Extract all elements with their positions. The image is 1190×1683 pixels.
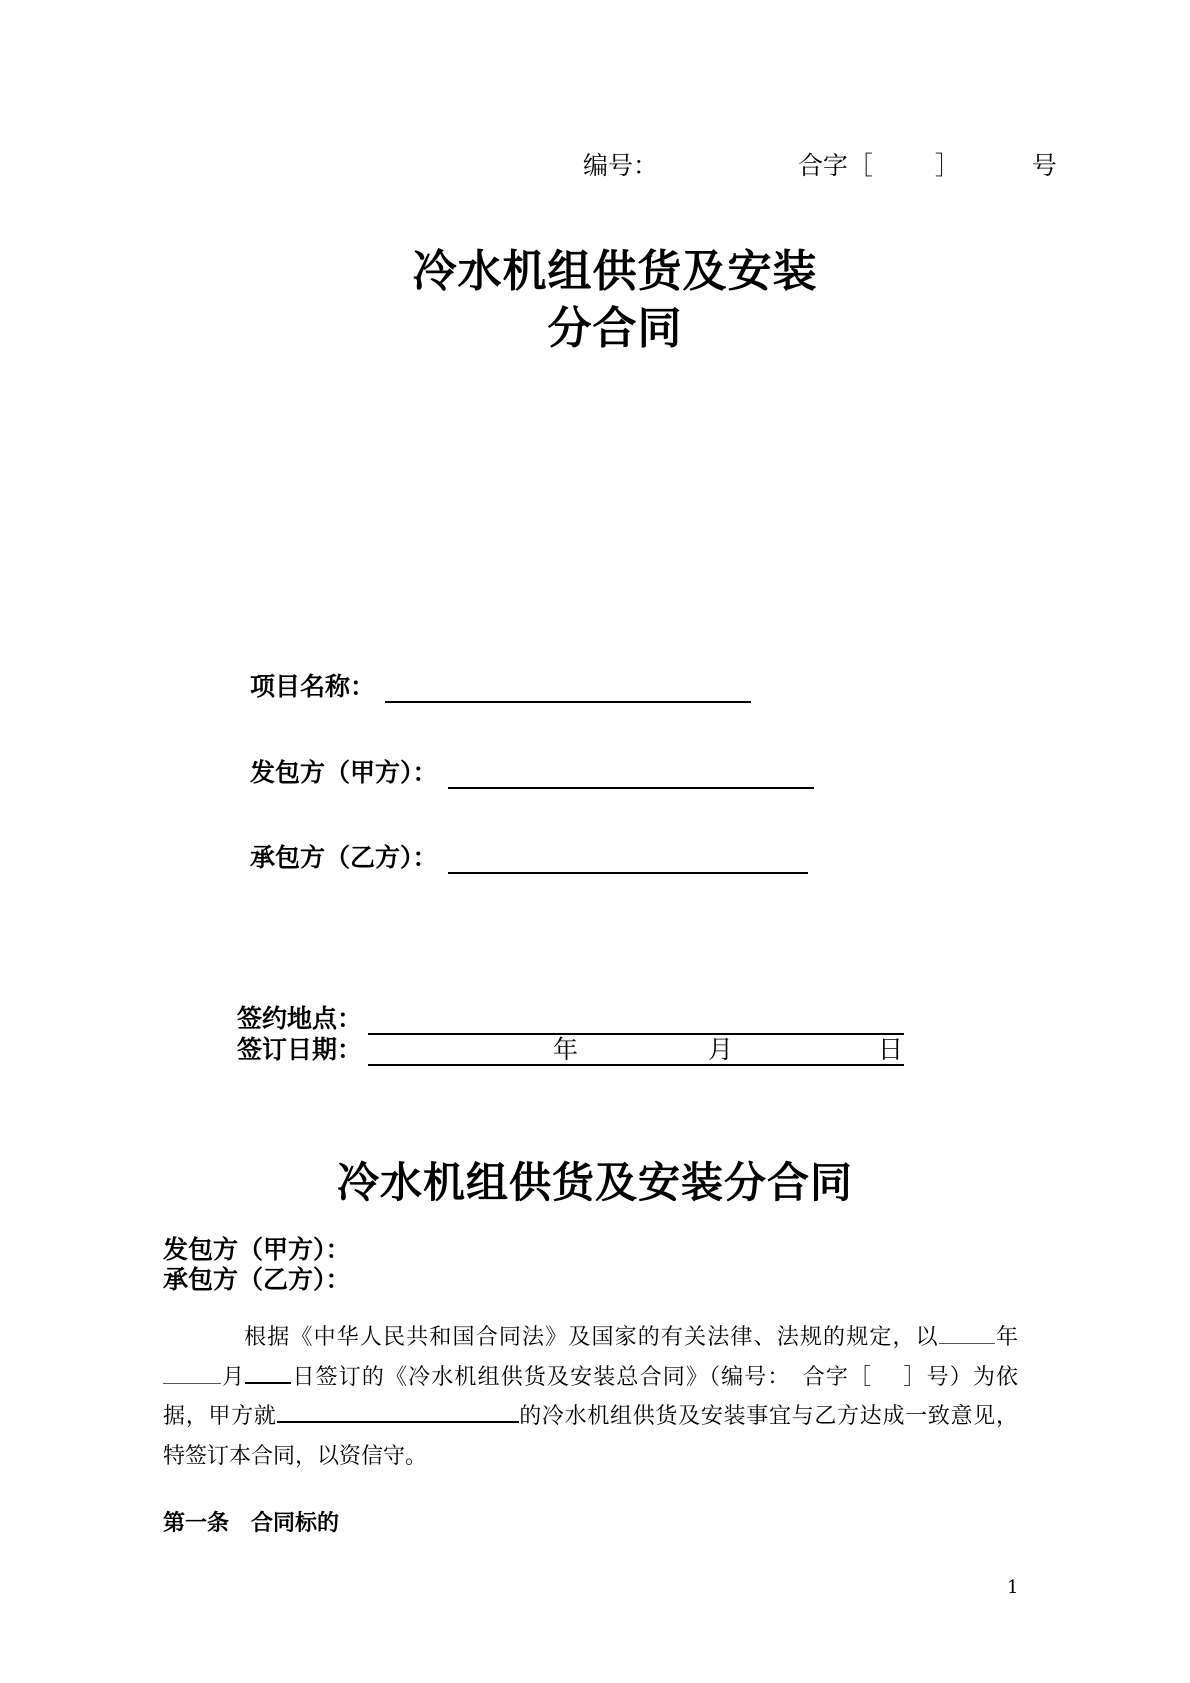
project-name-field	[250, 667, 751, 703]
serial-bracket-close: ］	[934, 151, 960, 180]
preamble-project-blank[interactable]	[277, 1403, 519, 1423]
date-month: 月	[708, 1035, 734, 1064]
serial-label: 编号：	[583, 151, 659, 180]
party-b-blank[interactable]	[448, 848, 808, 874]
preamble-year-blank-a[interactable]	[939, 1325, 995, 1344]
page-number: 1	[1007, 1577, 1019, 1598]
cover-title-line2: 分合同	[547, 303, 683, 354]
party-b-label: 承包方（乙方）：	[250, 843, 438, 872]
party-b-field	[250, 838, 808, 874]
project-name-blank[interactable]	[385, 677, 751, 703]
contract-title: 冷水机组供货及安装分合同	[336, 1158, 853, 1207]
article-1-heading: 第一条 合同标的	[163, 1510, 340, 1536]
party-a-field	[250, 753, 814, 789]
sign-date-blank[interactable]	[368, 1035, 904, 1066]
project-name-label: 项目名称：	[250, 672, 376, 701]
sign-date-row	[237, 1030, 904, 1066]
serial-prefix: 合字［	[797, 151, 873, 180]
preamble-day-blank[interactable]	[245, 1364, 291, 1384]
party-a-label: 发包方（甲方）：	[250, 758, 438, 787]
party-a-heading: 发包方（甲方）：	[163, 1235, 351, 1264]
preamble-month: 月	[221, 1364, 246, 1390]
sign-date-label: 签订日期：	[237, 1035, 363, 1064]
party-a-blank[interactable]	[448, 763, 814, 789]
party-b-heading: 承包方（乙方）：	[163, 1265, 351, 1294]
preamble-paragraph	[163, 1318, 1018, 1476]
sign-place-label: 签约地点：	[237, 1004, 363, 1033]
date-year: 年	[553, 1035, 579, 1064]
cover-title-line1: 冷水机组供货及安装	[412, 246, 818, 297]
serial-suffix: 号	[1031, 151, 1057, 180]
preamble-text-1: 根据《中华人民共和国合同法》及国家的有关法律、法规的规定，以	[243, 1325, 939, 1350]
contract-serial-line	[583, 146, 1057, 182]
date-day: 日	[878, 1035, 904, 1064]
preamble-year: 年	[994, 1325, 1018, 1350]
preamble-text-3: 的冷水机组供货及安装事宜与乙方达成一致意见，特签订本合同，以资信守。	[163, 1404, 1018, 1469]
preamble-text-2: 日签订的《冷水机组供货及安装总合同》（编号： 合字［ ］号）为依据，甲方就	[163, 1364, 1018, 1429]
preamble-month-blank[interactable]	[163, 1365, 221, 1384]
